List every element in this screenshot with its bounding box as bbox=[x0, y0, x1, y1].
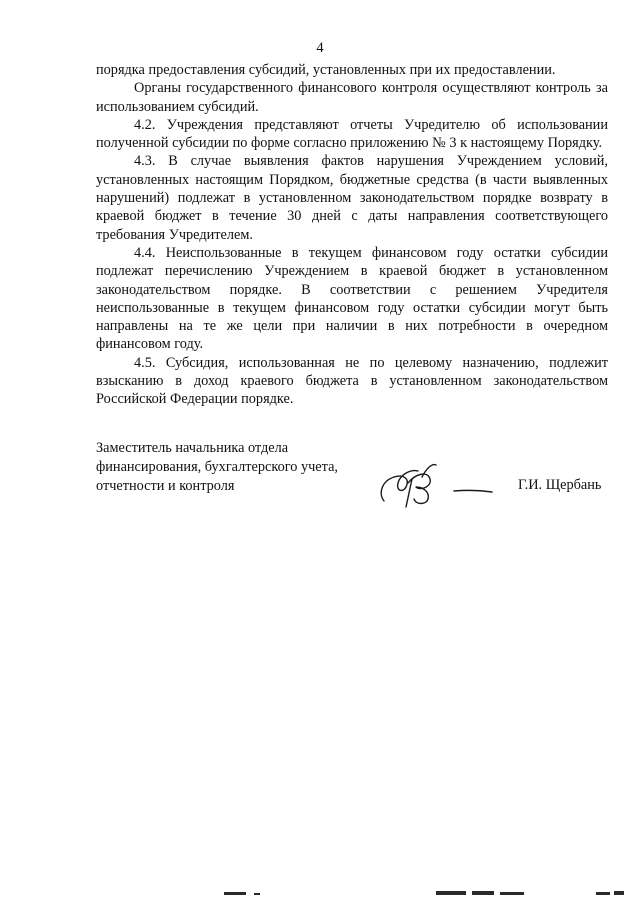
handwritten-signature bbox=[376, 453, 496, 509]
page-number: 4 bbox=[316, 40, 324, 56]
scan-artifacts bbox=[0, 888, 640, 898]
paragraph-4-4: 4.4. Неиспользованные в текущем финансовом году остатки субсидии подлежат перечислению Учреждением в краевой бюджет в установленном законодательством порядке. В соответствии с решением Учредителя неиспользованные в текущем финансовом году остатки субсидии могут быть направлены на те же цели при наличии в них потребности в очередном финансовом году. bbox=[96, 244, 608, 353]
paragraph-4-3: 4.3. В случае выявления фактов нарушения Учреждением условий, установленных настоящим Порядком, бюджетные средства (в части выявленных нарушений) подлежат в установленном законодательством порядке возврату в краевой бюджет в течение 30 дней с даты направления соответствующего требования Учредителем. bbox=[96, 153, 608, 243]
paragraph-continuation: порядка предоставления субсидий, установленных при их предоставлении. bbox=[96, 62, 556, 78]
paragraph-4-5: 4.5. Субсидия, использованная не по целевому назначению, подлежит взысканию в доход краевого бюджета в установленном законодательством Российской Федерации порядке. bbox=[96, 354, 608, 408]
signer-position-line: Заместитель начальника отдела bbox=[96, 440, 289, 456]
paragraph-control-bodies: Органы государственного финансового контроля осуществляют контроль за использованием субсидий. bbox=[96, 80, 608, 115]
signer-position-line: отчетности и контроля bbox=[96, 478, 235, 494]
signature-block bbox=[96, 439, 636, 519]
signer-name: Г.И. Щербань bbox=[518, 477, 602, 493]
document-body bbox=[96, 61, 608, 409]
signer-position bbox=[96, 439, 338, 496]
signer-position-line: финансирования, бухгалтерского учета, bbox=[96, 459, 338, 475]
paragraph-4-2: 4.2. Учреждения представляют отчеты Учредителю об использовании полученной субсидии по форме согласно приложению № 3 к настоящему Порядку. bbox=[96, 116, 608, 152]
